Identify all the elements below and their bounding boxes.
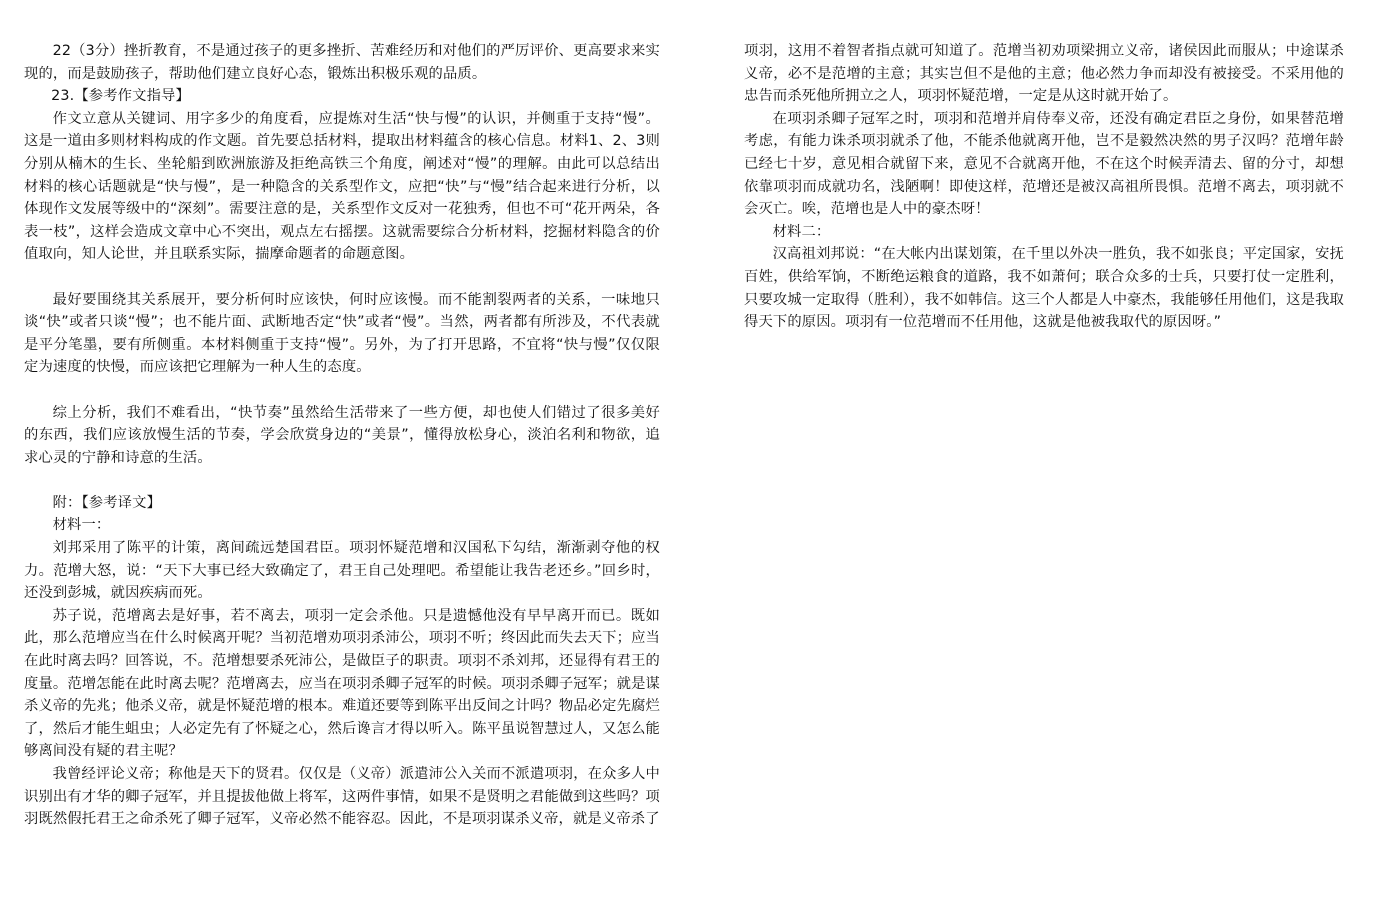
guide-paragraph-3: 综上分析，我们不难看出，“快节奏”虽然给生活带来了一些方便，却也使人们错过了很多美好的东西，我们应该放慢生活的节奏，学会欣赏身边的“美景”，懂得放松身心，淡泊名利和物欲，追求心灵的宁静和诗意的生活。 [24, 404, 660, 466]
material-1-paragraph-4: 在项羽杀卿子冠军之时，项羽和范增并肩侍奉义帝，还没有确定君臣之身份，如果替范增考虑，有能力诛杀项羽就杀了他，不能杀他就离开他，岂不是毅然决然的男子汉吗？范增年龄已经七十岁，意见相合就留下来，意见不合就离开他，不在这个时候弄清去、留的分寸，却想依靠项羽而成就功名，浅陋啊！即使这样，范增还是被汉高祖所畏惧。范增不离去，项羽就不会灭亡。唉，范增也是人中的豪杰呀！ [744, 110, 1344, 218]
right-column [744, 40, 1344, 334]
guide-paragraph-2: 最好要围绕其关系展开，要分析何时应该快，何时应该慢。而不能割裂两者的关系，一味地只谈“快”或者只谈“慢”；也不能片面、武断地否定“快”或者“慢”。当然，两者都有所涉及，不代表就是平分笔墨，要有所侧重。本材料侧重于支持“慢”。另外，为了打开思路，不宜将“快与慢”仅仅限定为速度的快慢，而应该把它理解为一种人生的态度。 [24, 291, 660, 376]
material-1-label: 材料一： [52, 517, 111, 534]
material-1-continuation: 项羽，这用不着智者指点就可知道了。范增当初劝项梁拥立义帝，诸侯因此而服从；中途谋杀义帝，必不是范增的主意；其实岂但不是他的主意；他必然力争而却没有被接受。不采用他的忠告而杀死他所拥立之人，项羽怀疑范增，一定是从这时就开始了。 [744, 43, 1344, 105]
guide-paragraph-1: 作文立意从关键词、用字多少的角度看，应提炼对生活“快与慢”的认识，并侧重于支持“慢”。这是一道由多则材料构成的作文题。首先要总括材料，提取出材料蕴含的核心信息。材料1、2、3则分别从楠木的生长、坐轮船到欧洲旅游及拒绝高铁三个角度，阐述对“慢”的理解。由此可以总结出材料的核心话题就是“快与慢”，是一种隐含的关系型作文，应把“快”与“慢”结合起来进行分析，以体现作文发展等级中的“深刻”。需要注意的是，关系型作文反对一花独秀，但也不可“花开两朵，各表一枝”，这样会造成文章中心不突出，观点左右摇摆。这就需要综合分析材料，挖掘材料隐含的价值取向，知人论世，并且联系实际，揣摩命题者的命题意图。 [24, 110, 660, 263]
paragraph-gap [24, 379, 660, 402]
material-1-paragraph-3: 我曾经评论义帝；称他是天下的贤君。仅仅是（义帝）派遣沛公入关而不派遣项羽，在众多人中识别出有才华的卿子冠军，并且提拔他做上将军，这两件事情，如果不是贤明之君能做到这些吗？项羽既然假托君王之命杀死了卿子冠军，义帝必然不能容忍。因此，不是项羽谋杀义帝，就是义帝杀了 [24, 766, 660, 828]
material-2-label: 材料二： [772, 223, 831, 240]
material-2-paragraph-1: 汉高祖刘邦说：“在大帐内出谋划策，在千里以外决一胜负，我不如张良；平定国家，安抚百姓，供给军饷，不断绝运粮食的道路，我不如萧何；联合众多的士兵，只要打仗一定胜利，只要攻城一定取得（胜利），我不如韩信。这三个人都是人中豪杰，我能够任用他们，这是我取得天下的原因。项羽有一位范增而不任用他，这就是他被我取代的原因呀。” [744, 246, 1344, 331]
q22-answer: 22（3分）挫折教育，不是通过孩子的更多挫折、苦难经历和对他们的严厉评价、更高要求来实现的，而是鼓励孩子，帮助他们建立良好心态，锻炼出积极乐观的品质。 [24, 43, 660, 82]
material-1-paragraph-1: 刘邦采用了陈平的计策，离间疏远楚国君臣。项羽怀疑范增和汉国私下勾结，渐渐剥夺他的权力。范增大怒，说：“天下大事已经大致确定了，君王自己处理吧。希望能让我告老还乡。”回乡时，还没到彭城，就因疾病而死。 [24, 540, 660, 602]
q23-heading: 23.【参考作文指导】 [51, 88, 190, 105]
material-1-paragraph-2: 苏子说，范增离去是好事，若不离去，项羽一定会杀他。只是遗憾他没有早早离开而已。既如此，那么范增应当在什么时候离开呢？当初范增劝项羽杀沛公，项羽不听；终因此而失去天下；应当在此时离去吗？回答说，不。范增想要杀死沛公，是做臣子的职责。项羽不杀刘邦，还显得有君王的度量。范增怎能在此时离去呢？范增离去，应当在项羽杀卿子冠军的时候。项羽杀卿子冠军；就是谋杀义帝的先兆；他杀义帝，就是怀疑范增的根本。难道还要等到陈平出反间之计吗？物品必定先腐烂了，然后才能生蛆虫；人必定先有了怀疑之心，然后谗言才得以听入。陈平虽说智慧过人，又怎么能够离间没有疑的君主呢？ [24, 607, 660, 760]
left-column [24, 40, 660, 831]
paragraph-gap [24, 469, 660, 492]
paragraph-gap [24, 266, 660, 289]
appendix-heading: 附：【参考译文】 [52, 494, 162, 511]
